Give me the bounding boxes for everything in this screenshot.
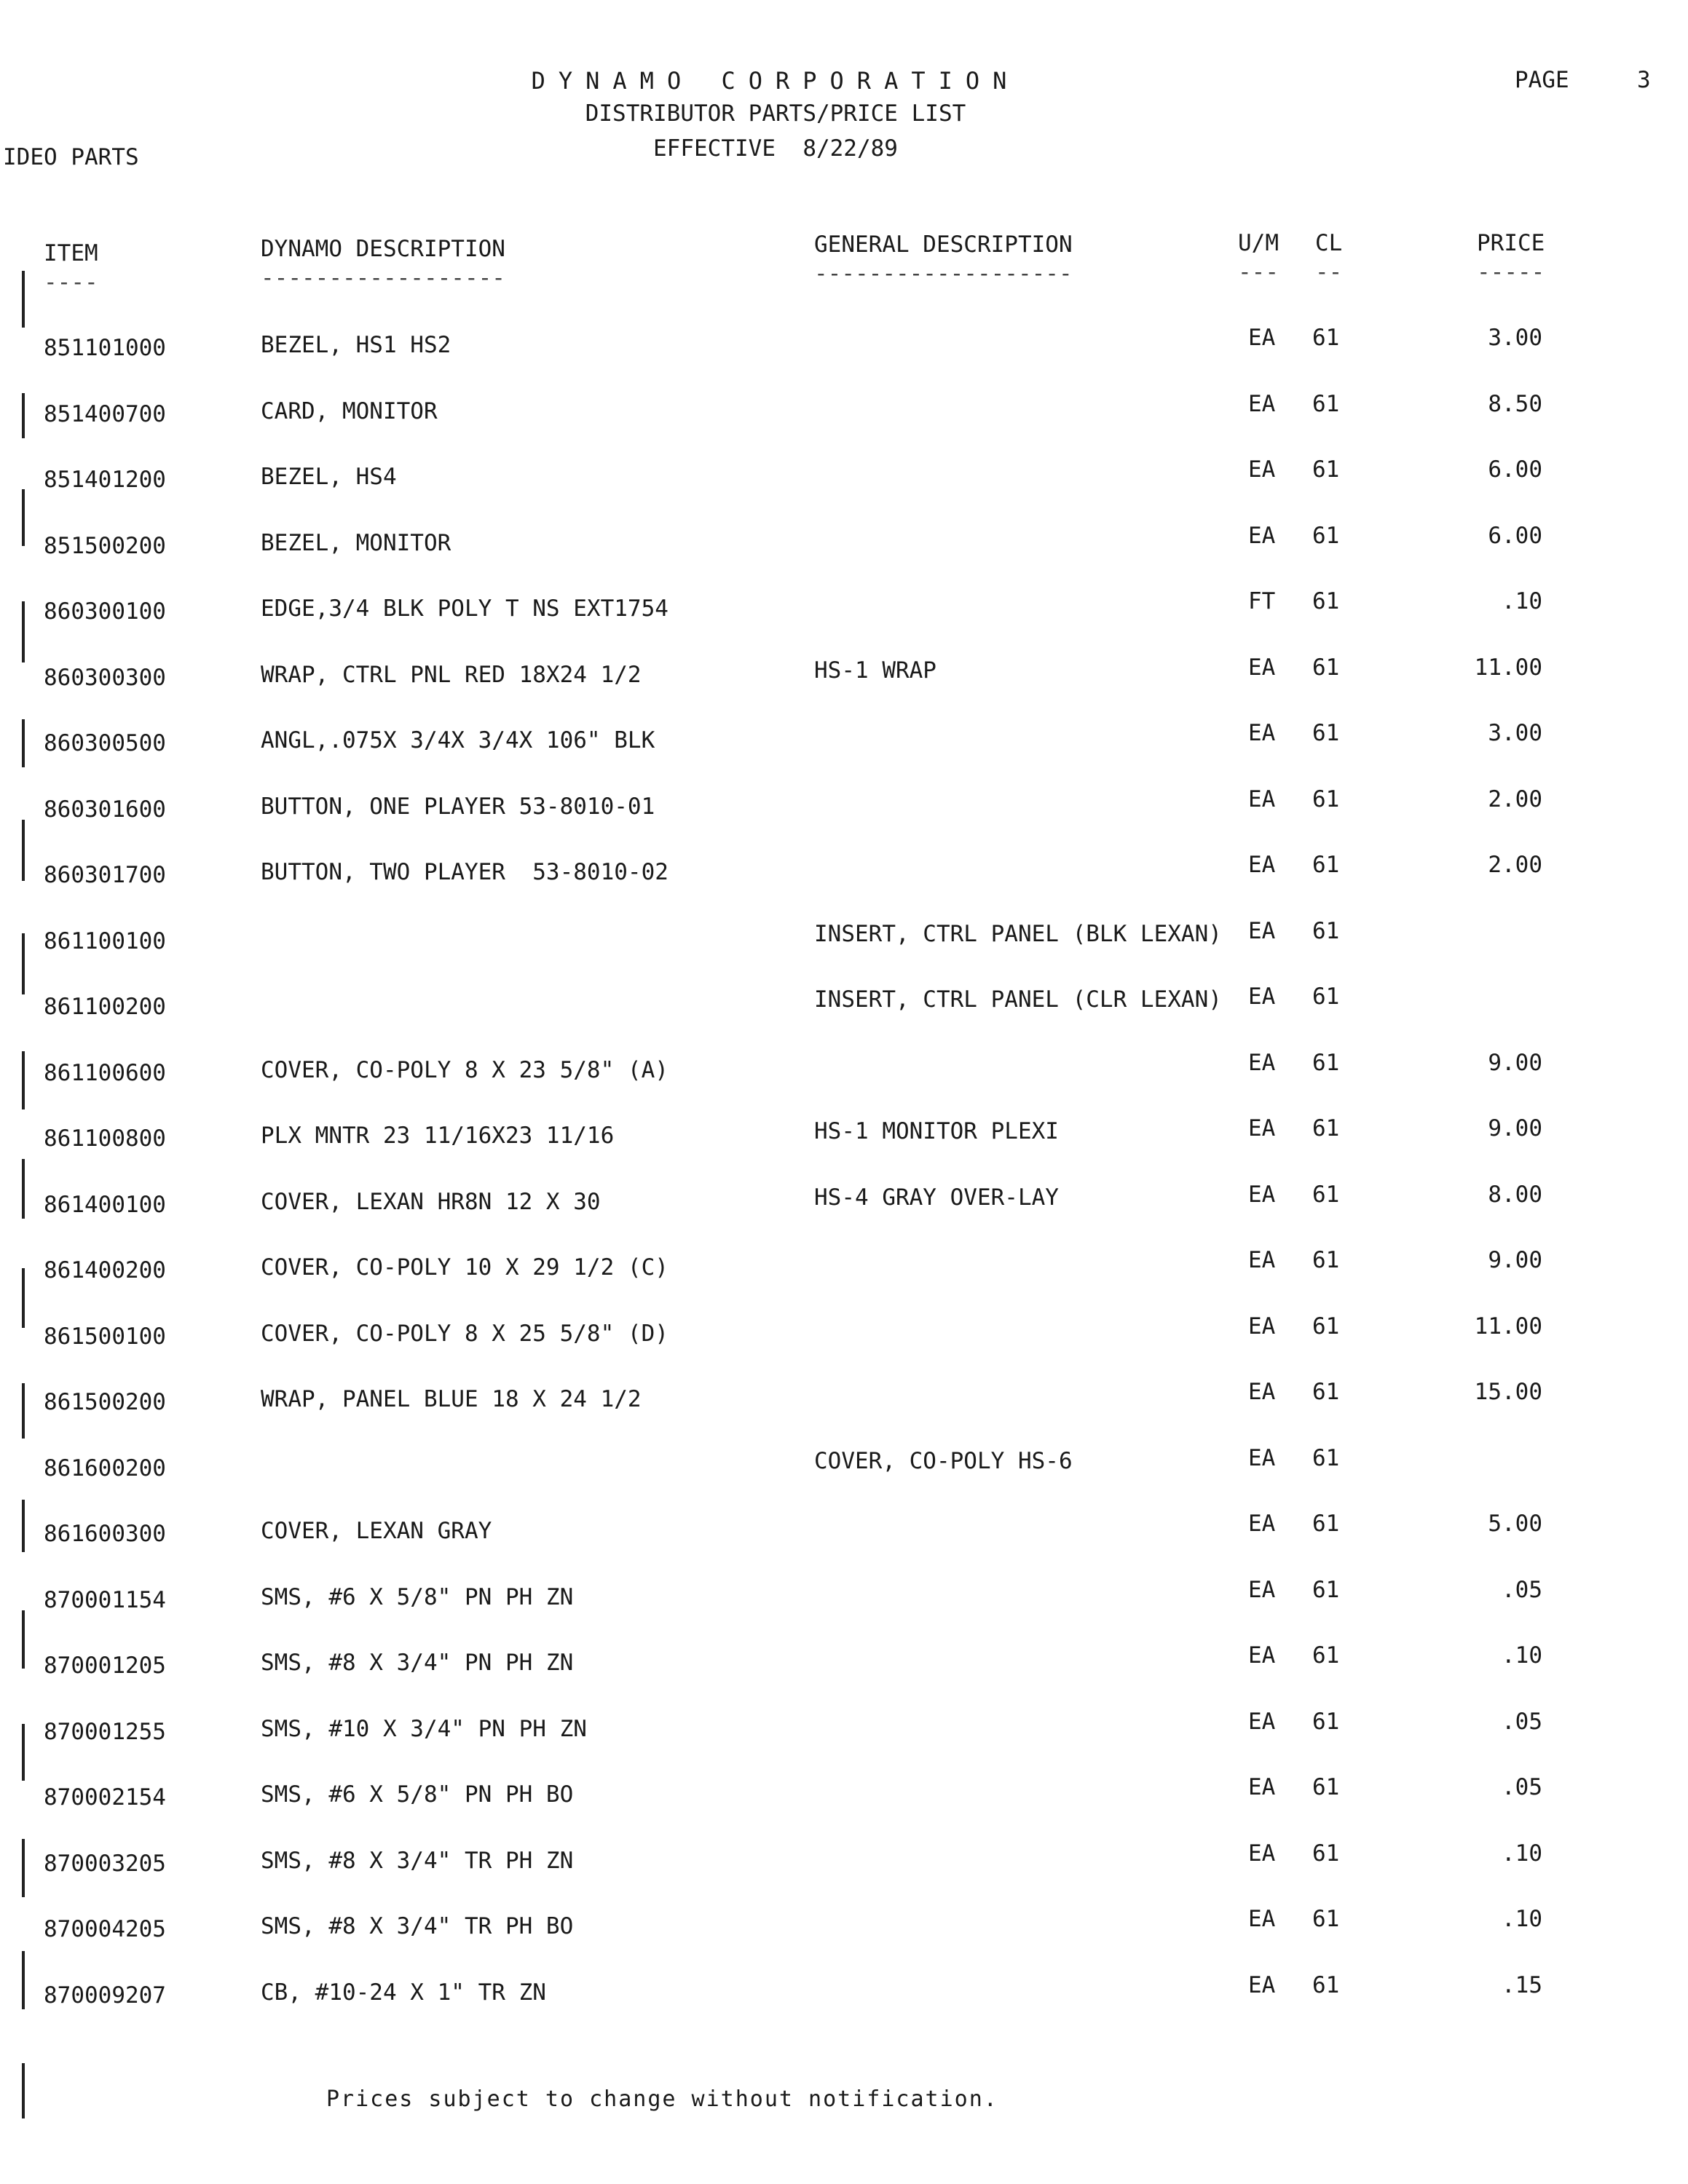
dynamo-description: SMS, #8 X 3/4" TR PH BO — [261, 1913, 574, 1939]
item-number: 861100200 — [44, 994, 166, 1020]
unit-of-measure: EA — [1248, 654, 1276, 681]
dynamo-description: BEZEL, MONITOR — [261, 530, 451, 556]
unit-of-measure: EA — [1248, 1972, 1276, 1998]
unit-of-measure: EA — [1248, 984, 1276, 1010]
effective-date: EFFECTIVE 8/22/89 — [653, 135, 898, 162]
dynamo-description: SMS, #6 X 5/8" PN PH BO — [261, 1781, 574, 1808]
item-number: 870009207 — [44, 1982, 166, 2009]
table-row — [0, 786, 1688, 852]
item-number: 860301600 — [44, 796, 166, 823]
margin-mark — [22, 2063, 25, 2118]
col-header-price: PRICE — [1477, 230, 1545, 256]
table-row — [0, 456, 1688, 522]
unit-of-measure: EA — [1248, 1642, 1276, 1669]
class-code: 61 — [1312, 1906, 1340, 1932]
dynamo-description: BEZEL, HS1 HS2 — [261, 332, 451, 358]
dynamo-description: SMS, #8 X 3/4" PN PH ZN — [261, 1650, 574, 1676]
class-code: 61 — [1312, 391, 1340, 417]
col-rule-general-description: ------------------- — [814, 261, 1073, 287]
table-row — [0, 1115, 1688, 1181]
price: .05 — [1502, 1709, 1542, 1735]
unit-of-measure: EA — [1248, 523, 1276, 549]
class-code: 61 — [1312, 720, 1340, 746]
item-number: 860300300 — [44, 665, 166, 691]
class-code: 61 — [1312, 1709, 1340, 1735]
table-row — [0, 1972, 1688, 2038]
class-code: 61 — [1312, 1247, 1340, 1273]
table-row — [0, 654, 1688, 720]
unit-of-measure: EA — [1248, 1247, 1276, 1273]
class-code: 61 — [1312, 1511, 1340, 1537]
table-row — [0, 852, 1688, 917]
item-number: 870004205 — [44, 1916, 166, 1942]
col-rule-price: ----- — [1477, 259, 1545, 285]
item-number: 861600200 — [44, 1455, 166, 1481]
table-row — [0, 984, 1688, 1049]
price: .10 — [1502, 588, 1542, 614]
class-code: 61 — [1312, 1774, 1340, 1800]
table-row — [0, 1511, 1688, 1576]
class-code: 61 — [1312, 786, 1340, 812]
unit-of-measure: EA — [1248, 786, 1276, 812]
col-rule-cl: -- — [1315, 259, 1343, 285]
list-title: DISTRIBUTOR PARTS/PRICE LIST — [585, 100, 966, 127]
unit-of-measure: EA — [1248, 456, 1276, 483]
general-description: HS-1 MONITOR PLEXI — [814, 1118, 1059, 1144]
dynamo-description: CARD, MONITOR — [261, 398, 438, 424]
dynamo-description: BUTTON, TWO PLAYER 53-8010-02 — [261, 859, 669, 885]
price: 11.00 — [1474, 1313, 1542, 1340]
dynamo-description: SMS, #6 X 5/8" PN PH ZN — [261, 1584, 574, 1610]
class-code: 61 — [1312, 1050, 1340, 1076]
dynamo-description: BEZEL, HS4 — [261, 464, 397, 490]
dynamo-description: COVER, CO-POLY 8 X 25 5/8" (D) — [261, 1321, 669, 1347]
unit-of-measure: EA — [1248, 1115, 1276, 1142]
item-number: 861600300 — [44, 1521, 166, 1547]
table-row — [0, 325, 1688, 390]
dynamo-description: COVER, CO-POLY 10 X 29 1/2 (C) — [261, 1254, 669, 1281]
unit-of-measure: EA — [1248, 1379, 1276, 1405]
class-code: 61 — [1312, 984, 1340, 1010]
table-row — [0, 1313, 1688, 1379]
class-code: 61 — [1312, 1972, 1340, 1998]
class-code: 61 — [1312, 1182, 1340, 1208]
price: 15.00 — [1474, 1379, 1542, 1405]
item-number: 870001205 — [44, 1653, 166, 1679]
unit-of-measure: EA — [1248, 852, 1276, 878]
class-code: 61 — [1312, 456, 1340, 483]
dynamo-description: SMS, #8 X 3/4" TR PH ZN — [261, 1848, 574, 1874]
table-row — [0, 523, 1688, 588]
unit-of-measure: FT — [1248, 588, 1276, 614]
col-header-dynamo-description: DYNAMO DESCRIPTION — [261, 236, 505, 262]
class-code: 61 — [1312, 588, 1340, 614]
price: .10 — [1502, 1906, 1542, 1932]
class-code: 61 — [1312, 1445, 1340, 1471]
item-number: 861500200 — [44, 1389, 166, 1415]
company-name: DYNAMO CORPORATION — [531, 67, 1020, 95]
table-row — [0, 1445, 1688, 1511]
general-description: COVER, CO-POLY HS-6 — [814, 1448, 1073, 1474]
item-number: 870001255 — [44, 1719, 166, 1745]
dynamo-description: WRAP, CTRL PNL RED 18X24 1/2 — [261, 662, 642, 688]
unit-of-measure: EA — [1248, 1577, 1276, 1603]
table-row — [0, 1247, 1688, 1313]
dynamo-description: COVER, LEXAN GRAY — [261, 1518, 492, 1544]
item-number: 861400200 — [44, 1257, 166, 1283]
class-code: 61 — [1312, 1840, 1340, 1867]
margin-mark — [22, 271, 25, 328]
price: 9.00 — [1488, 1247, 1542, 1273]
item-number: 860301700 — [44, 862, 166, 888]
item-number: 860300500 — [44, 730, 166, 756]
table-row — [0, 1182, 1688, 1247]
item-number: 851500200 — [44, 533, 166, 559]
table-row — [0, 918, 1688, 984]
class-code: 61 — [1312, 1642, 1340, 1669]
price: 2.00 — [1488, 786, 1542, 812]
item-number: 861100800 — [44, 1125, 166, 1152]
col-header-cl: CL — [1315, 230, 1343, 256]
class-code: 61 — [1312, 1379, 1340, 1405]
dynamo-description: EDGE,3/4 BLK POLY T NS EXT1754 — [261, 596, 669, 622]
section-title: IDEO PARTS — [3, 144, 139, 170]
unit-of-measure: EA — [1248, 1050, 1276, 1076]
item-number: 870002154 — [44, 1784, 166, 1811]
unit-of-measure: EA — [1248, 325, 1276, 351]
col-header-item: ITEM — [44, 240, 98, 266]
unit-of-measure: EA — [1248, 1906, 1276, 1932]
price: 3.00 — [1488, 720, 1542, 746]
footer-note: Prices subject to change without notification. — [326, 2086, 998, 2112]
class-code: 61 — [1312, 1313, 1340, 1340]
class-code: 61 — [1312, 1115, 1340, 1142]
item-number: 851101000 — [44, 335, 166, 361]
price: 6.00 — [1488, 456, 1542, 483]
table-row — [0, 1642, 1688, 1708]
class-code: 61 — [1312, 852, 1340, 878]
price: .10 — [1502, 1642, 1542, 1669]
dynamo-description: COVER, LEXAN HR8N 12 X 30 — [261, 1189, 601, 1215]
price: 9.00 — [1488, 1115, 1542, 1142]
general-description: INSERT, CTRL PANEL (BLK LEXAN) — [814, 921, 1222, 947]
table-row — [0, 1774, 1688, 1840]
item-number: 860300100 — [44, 598, 166, 625]
price: 3.00 — [1488, 325, 1542, 351]
unit-of-measure: EA — [1248, 720, 1276, 746]
dynamo-description: BUTTON, ONE PLAYER 53-8010-01 — [261, 794, 655, 820]
unit-of-measure: EA — [1248, 1840, 1276, 1867]
table-row — [0, 1709, 1688, 1774]
class-code: 61 — [1312, 654, 1340, 681]
unit-of-measure: EA — [1248, 1313, 1276, 1340]
table-row — [0, 391, 1688, 456]
price: .10 — [1502, 1840, 1542, 1867]
price: 8.00 — [1488, 1182, 1542, 1208]
item-number: 861100600 — [44, 1060, 166, 1086]
unit-of-measure: EA — [1248, 1445, 1276, 1471]
item-number: 851401200 — [44, 467, 166, 493]
dynamo-description: PLX MNTR 23 11/16X23 11/16 — [261, 1123, 615, 1149]
class-code: 61 — [1312, 918, 1340, 944]
table-row — [0, 720, 1688, 786]
general-description: HS-4 GRAY OVER-LAY — [814, 1184, 1059, 1211]
table-row — [0, 1840, 1688, 1906]
class-code: 61 — [1312, 523, 1340, 549]
unit-of-measure: EA — [1248, 1709, 1276, 1735]
dynamo-description: WRAP, PANEL BLUE 18 X 24 1/2 — [261, 1386, 642, 1412]
unit-of-measure: EA — [1248, 391, 1276, 417]
unit-of-measure: EA — [1248, 1774, 1276, 1800]
item-number: 861500100 — [44, 1324, 166, 1350]
unit-of-measure: EA — [1248, 1511, 1276, 1537]
unit-of-measure: EA — [1248, 918, 1276, 944]
general-description: HS-1 WRAP — [814, 657, 936, 684]
item-number: 870001154 — [44, 1587, 166, 1613]
dynamo-description: COVER, CO-POLY 8 X 23 5/8" (A) — [261, 1057, 669, 1083]
table-row — [0, 1050, 1688, 1115]
page-label: PAGE — [1515, 67, 1569, 93]
page-indicator — [1515, 67, 1651, 93]
table-row — [0, 1577, 1688, 1642]
price: .05 — [1502, 1577, 1542, 1603]
item-number: 870003205 — [44, 1851, 166, 1877]
dynamo-description: SMS, #10 X 3/4" PN PH ZN — [261, 1716, 587, 1742]
col-header-um: U/M — [1238, 230, 1279, 256]
price: 2.00 — [1488, 852, 1542, 878]
price: .05 — [1502, 1774, 1542, 1800]
col-rule-um: --- — [1238, 259, 1279, 285]
item-number: 861400100 — [44, 1192, 166, 1218]
table-row — [0, 1906, 1688, 1971]
page-number: 3 — [1636, 67, 1651, 93]
general-description: INSERT, CTRL PANEL (CLR LEXAN) — [814, 986, 1222, 1013]
price: 5.00 — [1488, 1511, 1542, 1537]
class-code: 61 — [1312, 1577, 1340, 1603]
class-code: 61 — [1312, 325, 1340, 351]
price: 8.50 — [1488, 391, 1542, 417]
col-rule-item: ---- — [44, 269, 98, 296]
price: 6.00 — [1488, 523, 1542, 549]
dynamo-description: ANGL,.075X 3/4X 3/4X 106" BLK — [261, 727, 655, 753]
dynamo-description: CB, #10-24 X 1" TR ZN — [261, 1979, 546, 2006]
col-header-general-description: GENERAL DESCRIPTION — [814, 232, 1073, 258]
item-number: 861100100 — [44, 928, 166, 954]
price: 11.00 — [1474, 654, 1542, 681]
price: .15 — [1502, 1972, 1542, 1998]
unit-of-measure: EA — [1248, 1182, 1276, 1208]
item-number: 851400700 — [44, 401, 166, 427]
table-row — [0, 588, 1688, 654]
table-row — [0, 1379, 1688, 1444]
col-rule-dynamo-description: ------------------ — [261, 265, 505, 291]
price: 9.00 — [1488, 1050, 1542, 1076]
